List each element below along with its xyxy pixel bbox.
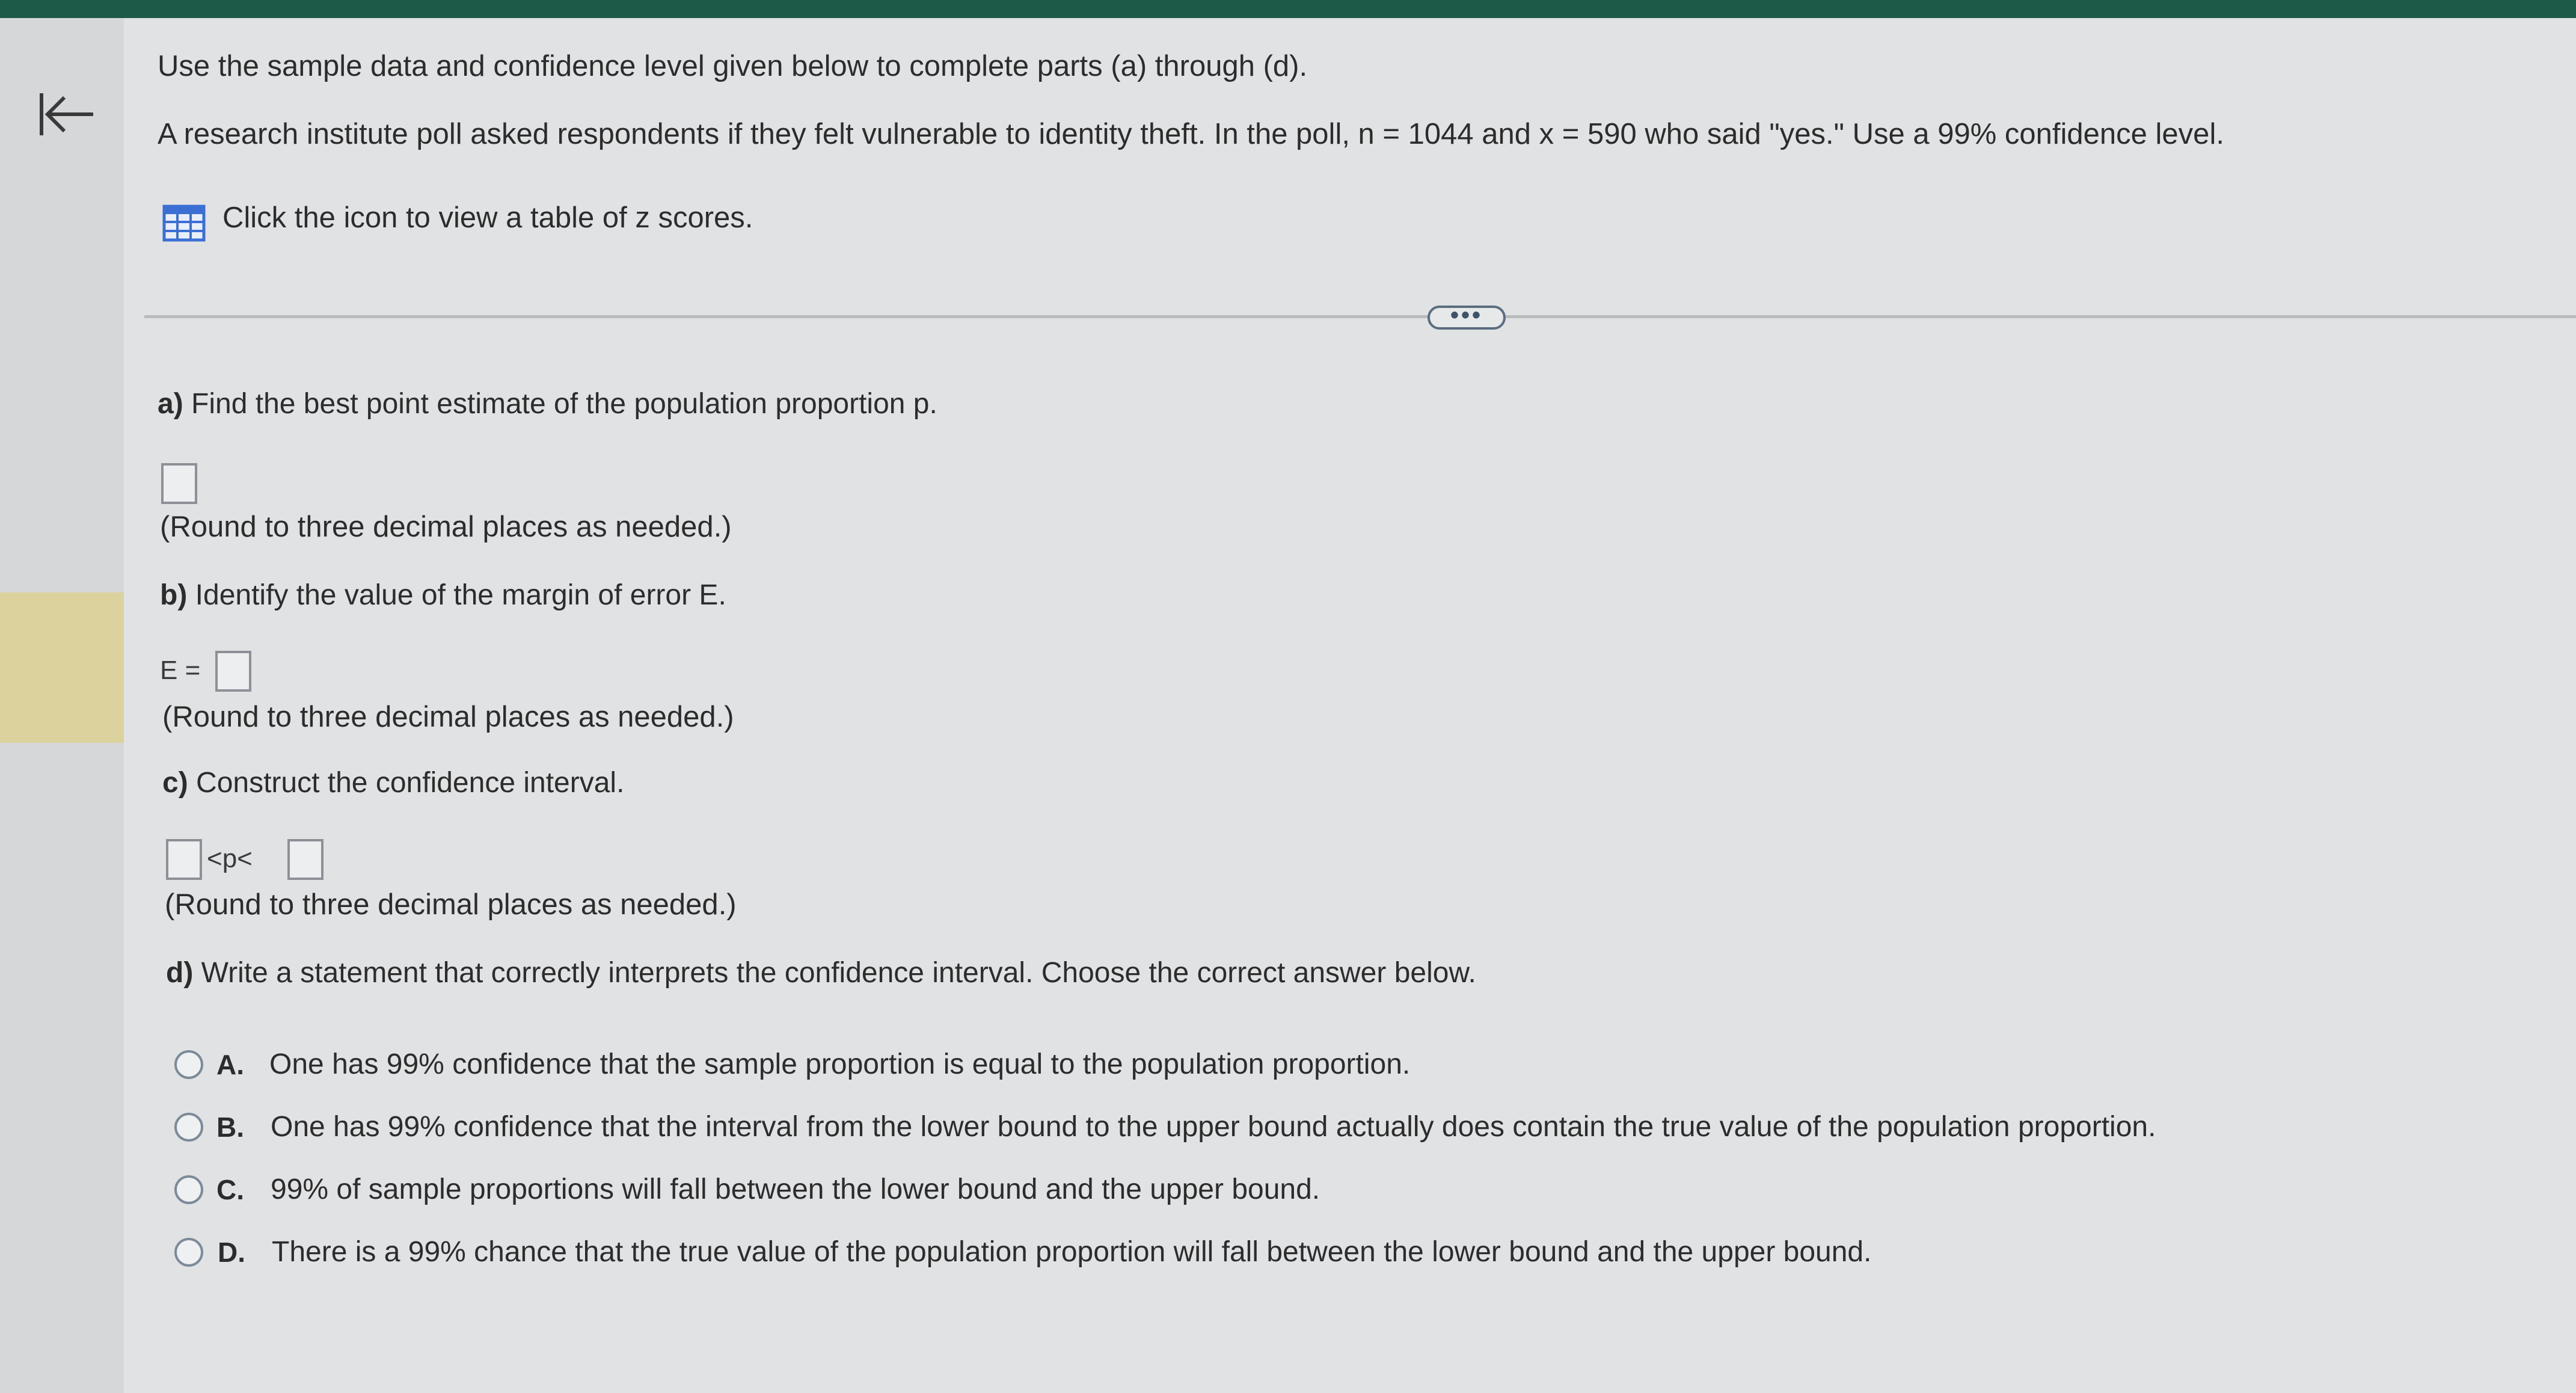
option-b-text[interactable]: One has 99% confidence that the interval from the lower bound to the upper bound actually does contain the true value of the population proportion.	[271, 1111, 2156, 1143]
part-a-question	[158, 386, 937, 422]
part-c-inequality-label: <p<	[207, 844, 253, 873]
option-a-radio[interactable]	[174, 1050, 203, 1079]
part-c-upper-bound-input[interactable]	[287, 839, 324, 880]
problem-statement: A research institute poll asked respondents if they felt vulnerable to identity theft. In the poll, n = 1044 and x = 590 who said "yes." Use a 99% confidence level.	[158, 118, 2224, 150]
show-more-button[interactable]	[1428, 302, 1506, 330]
option-a-text[interactable]: One has 99% confidence that the sample proportion is equal to the population proportion.	[269, 1048, 1411, 1080]
part-c-lower-bound-input[interactable]	[166, 839, 202, 880]
option-d-text[interactable]: There is a 99% chance that the true value of the population proportion will fall between the lower bound and the upper bound.	[272, 1236, 1872, 1268]
option-d-letter: D.	[218, 1237, 245, 1268]
more-dots-label: •••	[1450, 302, 1483, 328]
part-b-rounding-note: (Round to three decimal places as needed.)	[162, 701, 734, 733]
part-a-answer-input[interactable]	[161, 463, 197, 504]
option-c-radio[interactable]	[174, 1175, 203, 1204]
part-d-question-text: Write a statement that correctly interprets the confidence interval. Choose the correct answer below.	[201, 957, 1476, 989]
arrow-left-to-line-icon	[33, 81, 99, 147]
part-a-letter: a)	[158, 388, 183, 420]
option-c-letter: C.	[216, 1174, 244, 1205]
part-a-question-text: Find the best point estimate of the population proportion p.	[191, 388, 937, 420]
part-c-rounding-note: (Round to three decimal places as needed.)	[165, 888, 737, 921]
part-c-question-text: Construct the confidence interval.	[196, 767, 625, 799]
option-d-radio[interactable]	[174, 1238, 203, 1267]
option-b-radio[interactable]	[174, 1113, 203, 1142]
option-b-letter: B.	[216, 1112, 244, 1143]
collapse-back-button[interactable]	[33, 81, 99, 147]
z-table-link[interactable]: Click the icon to view a table of z scores.	[222, 201, 753, 234]
part-b-margin-input[interactable]	[215, 651, 251, 692]
table-icon[interactable]	[162, 204, 206, 242]
part-d-letter: d)	[166, 957, 194, 989]
option-a-letter: A.	[216, 1049, 244, 1080]
part-c-question	[162, 765, 624, 801]
part-b-letter: b)	[160, 579, 188, 611]
section-divider	[144, 315, 2576, 318]
option-c-text[interactable]: 99% of sample proportions will fall between the lower bound and the upper bound.	[271, 1173, 1320, 1205]
part-d-question	[166, 955, 1476, 991]
sidebar-progress-highlight	[0, 592, 124, 743]
top-header-bar	[0, 0, 2576, 18]
part-b-question	[160, 577, 726, 613]
part-b-e-label: E =	[160, 656, 201, 685]
part-a-rounding-note: (Round to three decimal places as needed.)	[160, 511, 732, 543]
part-b-question-text: Identify the value of the margin of error E.	[195, 579, 726, 611]
instructions-text: Use the sample data and confidence level given below to complete parts (a) through (d).	[158, 50, 1308, 82]
part-c-letter: c)	[162, 767, 188, 799]
